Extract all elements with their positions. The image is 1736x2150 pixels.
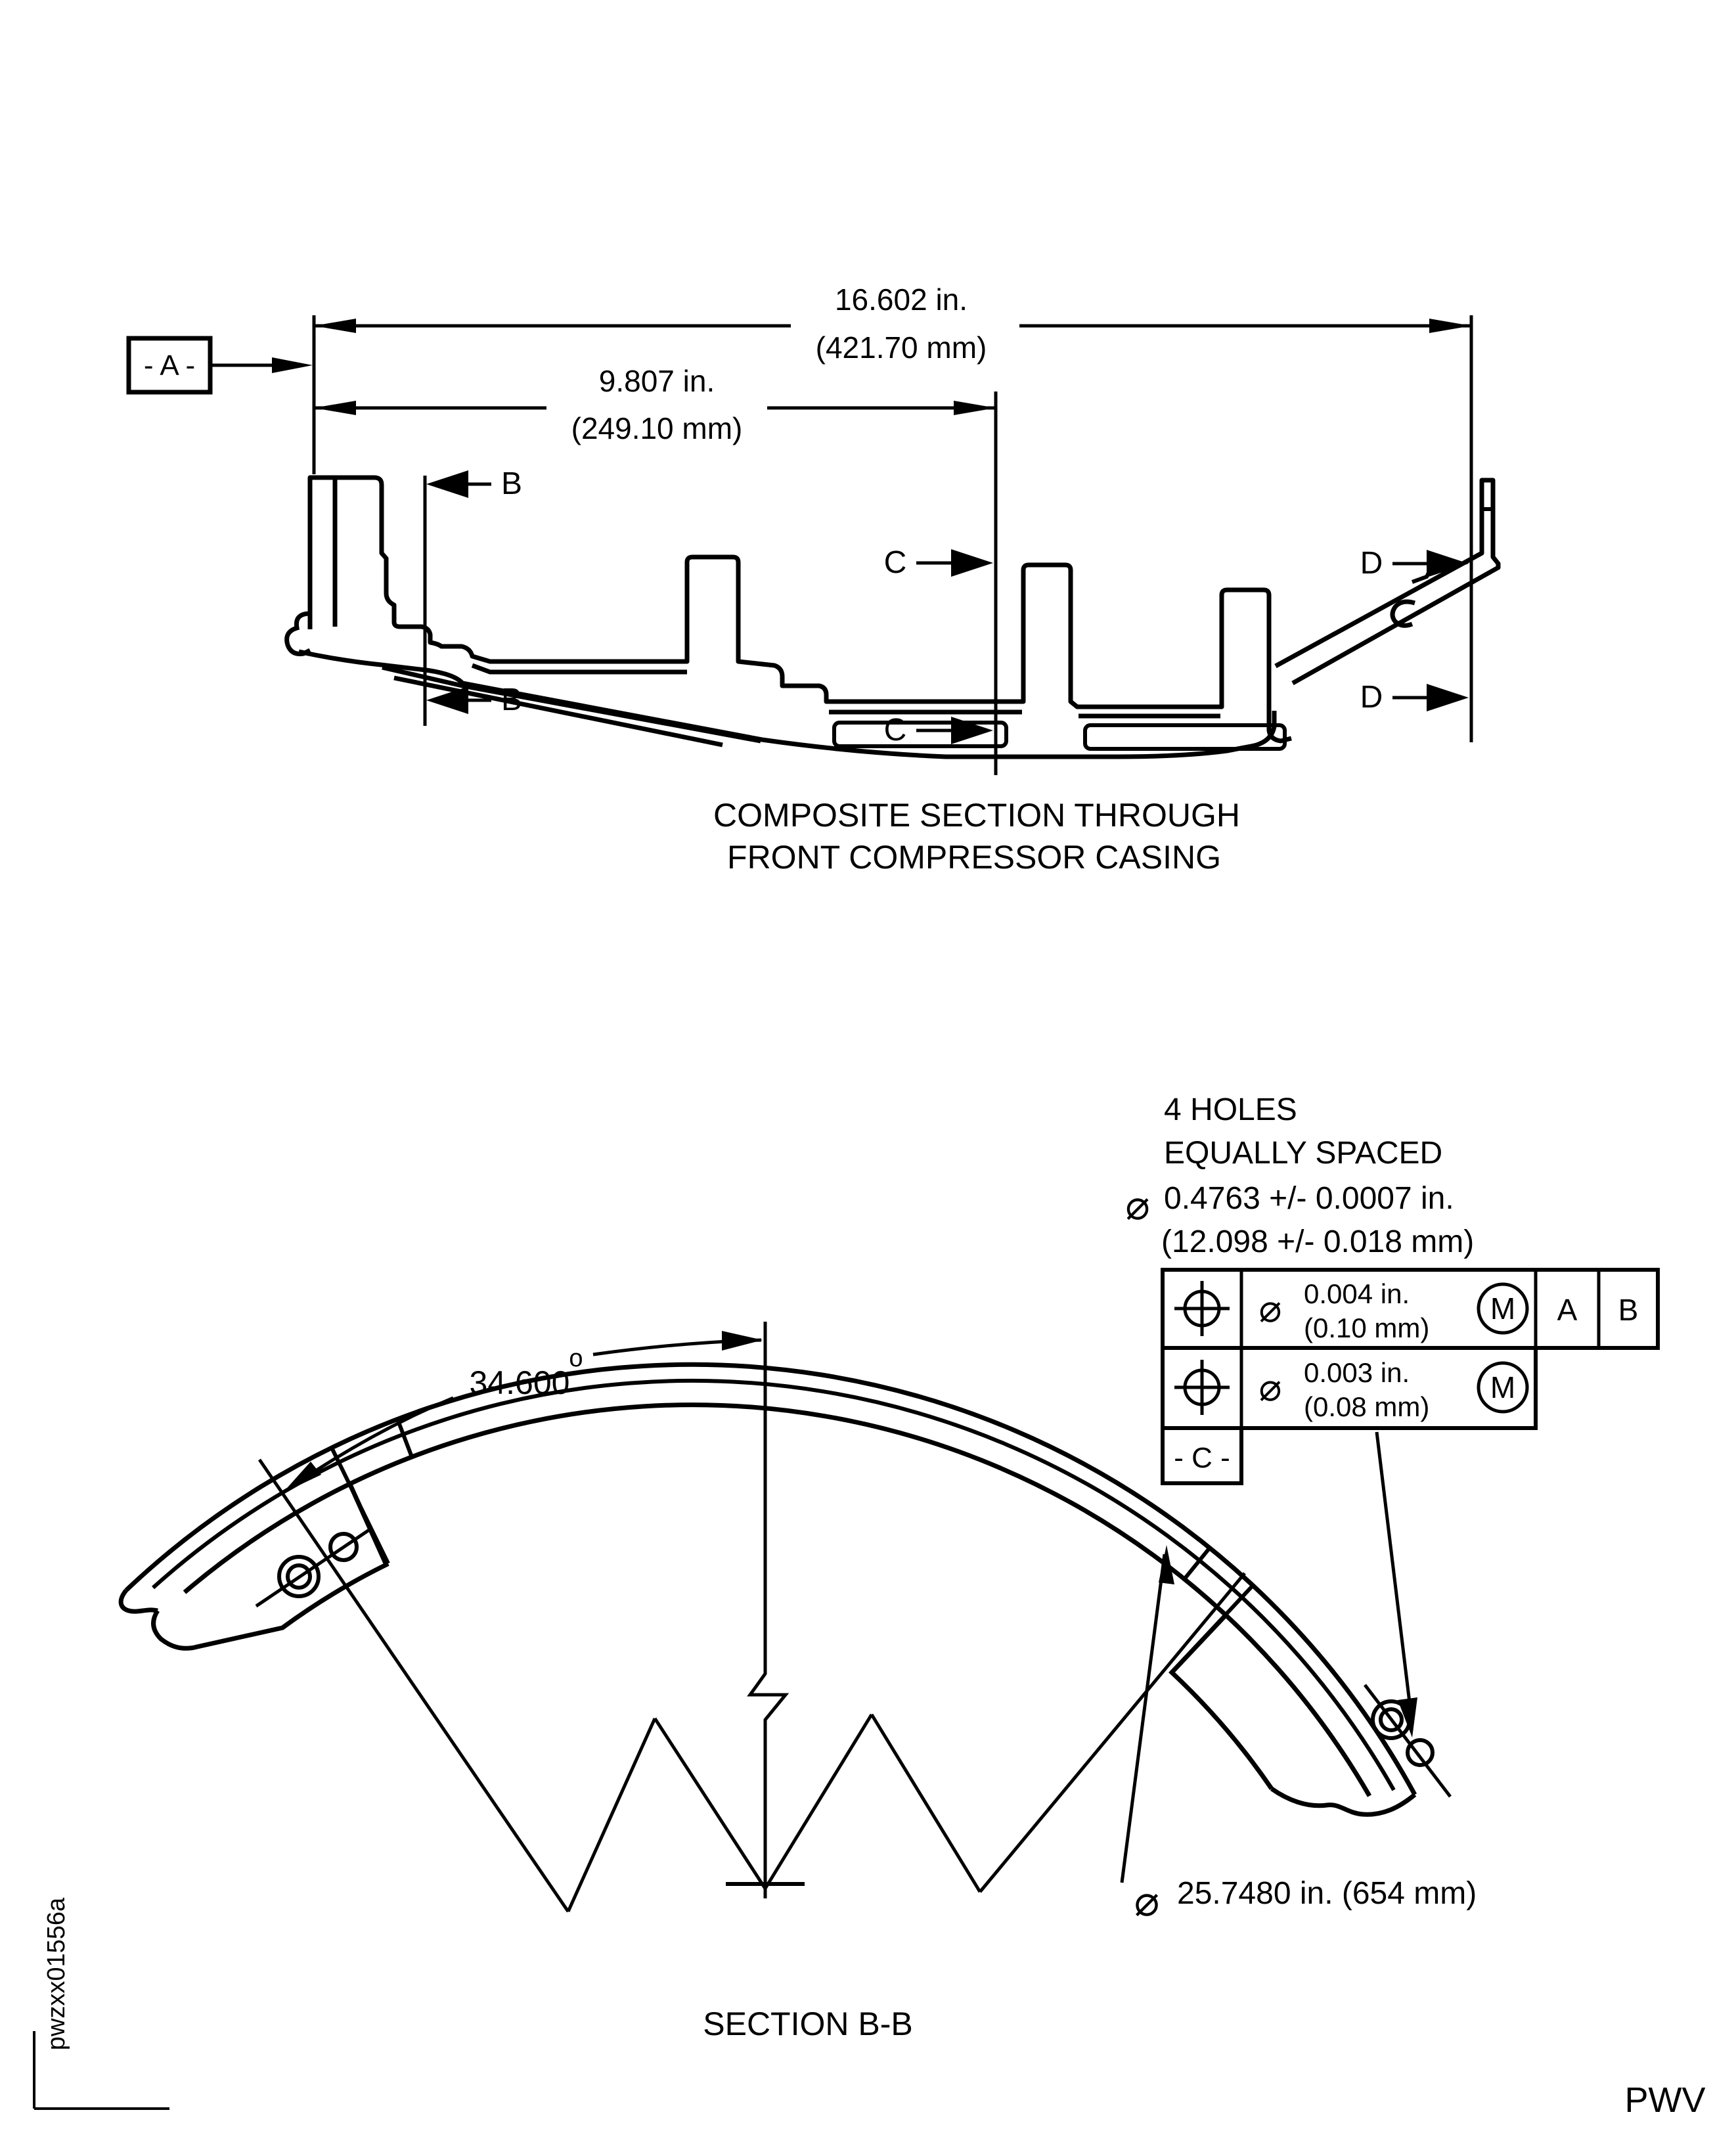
datum-a-label: - A - (143, 349, 196, 382)
profile-top-outline (310, 478, 1269, 707)
datum-a-flag (129, 338, 313, 392)
fcf-datum-a: A (1557, 1293, 1578, 1327)
fcf-datum-c: - C - (1174, 1442, 1230, 1474)
dim-partial-mm: (249.10 mm) (571, 411, 743, 445)
dim-overall-mm: (421.70 mm) (815, 330, 987, 365)
broken-radius-lines (259, 1460, 1245, 1912)
angle-dimension (282, 1331, 763, 1493)
section-marker-c-top (884, 545, 993, 580)
section-b-label: B (501, 683, 523, 717)
left-end-face (121, 1590, 158, 1611)
composite-section-view (129, 282, 1498, 876)
section-c-label: C (883, 545, 907, 580)
dim-arrow-right (954, 401, 996, 415)
section-marker-d-top (1360, 546, 1469, 581)
diameter-callout-text: 25.7480 in. (654 mm) (1177, 1876, 1477, 1911)
position-tolerance-icon-row2 (1174, 1360, 1230, 1415)
dimension-overall (314, 282, 1471, 365)
section-bb-view (121, 1092, 1658, 2042)
document-id: pwzxx01556a (43, 1897, 70, 2051)
fcf-row1-tol-mm: (0.10 mm) (1304, 1312, 1430, 1343)
angle-arrow-right (722, 1331, 763, 1351)
dim-arrow-right (1429, 319, 1471, 333)
flange-step (1412, 569, 1431, 582)
top-view-caption-line1: COMPOSITE SECTION THROUGH (713, 797, 1240, 834)
section-c-label: C (883, 713, 907, 748)
dim-arrow-left (314, 401, 356, 415)
fcf-row2-tol-in: 0.003 in. (1304, 1357, 1410, 1388)
right-rising-flange (1276, 480, 1498, 683)
dim-partial-inches: 9.807 in. (598, 364, 715, 398)
dim-arrow-left (314, 319, 356, 333)
section-b-label: B (501, 466, 523, 501)
section-d-label: D (1360, 546, 1383, 581)
datum-a-arrow (272, 357, 313, 373)
section-marker-c-bottom (884, 713, 993, 748)
dim-overall-inches: 16.602 in. (834, 282, 968, 317)
diameter-symbol-icon: ⌀ (1258, 1366, 1282, 1409)
feature-control-frame (1163, 1270, 1658, 1483)
diameter-symbol-icon: ⌀ (1125, 1183, 1150, 1228)
left-band-chord (397, 1419, 412, 1457)
degree-symbol-icon: o (569, 1345, 583, 1372)
left-pad (154, 1486, 386, 1648)
angle-arrow-left (282, 1462, 321, 1493)
section-marker-b-top (426, 466, 522, 501)
position-tolerance-icon-row1 (1174, 1281, 1230, 1336)
holes-note-dia-in: 0.4763 +/- 0.0007 in. (1164, 1181, 1454, 1216)
fcf-leader (1377, 1432, 1417, 1737)
fcf-row1-tol-in: 0.004 in. (1304, 1278, 1410, 1309)
section-bb-caption: SECTION B-B (703, 2005, 913, 2042)
leader-arrow (1159, 1545, 1174, 1584)
rib-line-2 (394, 678, 723, 745)
dimension-partial (314, 364, 996, 445)
fcf-row2-tol-mm: (0.08 mm) (1304, 1391, 1430, 1422)
upper-band-inner-line (472, 665, 687, 672)
fcf-datum-b: B (1618, 1293, 1639, 1327)
holes-note-line2: EQUALLY SPACED (1164, 1136, 1443, 1171)
left-pad-chord (332, 1448, 388, 1563)
fcf-row1-modifier: M (1490, 1291, 1516, 1326)
publisher-code: PWV (1624, 2080, 1706, 2120)
section-d-label: D (1360, 680, 1383, 715)
right-end-face (1272, 1789, 1415, 1814)
top-view-caption-line2: FRONT COMPRESSOR CASING (727, 839, 1221, 876)
holes-note-line1: 4 HOLES (1164, 1092, 1297, 1127)
holes-note-dia-mm: (12.098 +/- 0.018 mm) (1161, 1224, 1475, 1259)
angle-value: 34.600 (469, 1364, 570, 1401)
profile-left-hook (287, 614, 310, 654)
diameter-callout (1122, 1545, 1477, 1925)
diameter-symbol-icon: ⌀ (1258, 1288, 1282, 1330)
fcf-row2-modifier: M (1490, 1370, 1516, 1404)
diameter-symbol-icon: ⌀ (1134, 1877, 1160, 1925)
holes-note (1125, 1092, 1474, 1259)
section-marker-d-bottom (1360, 680, 1469, 715)
